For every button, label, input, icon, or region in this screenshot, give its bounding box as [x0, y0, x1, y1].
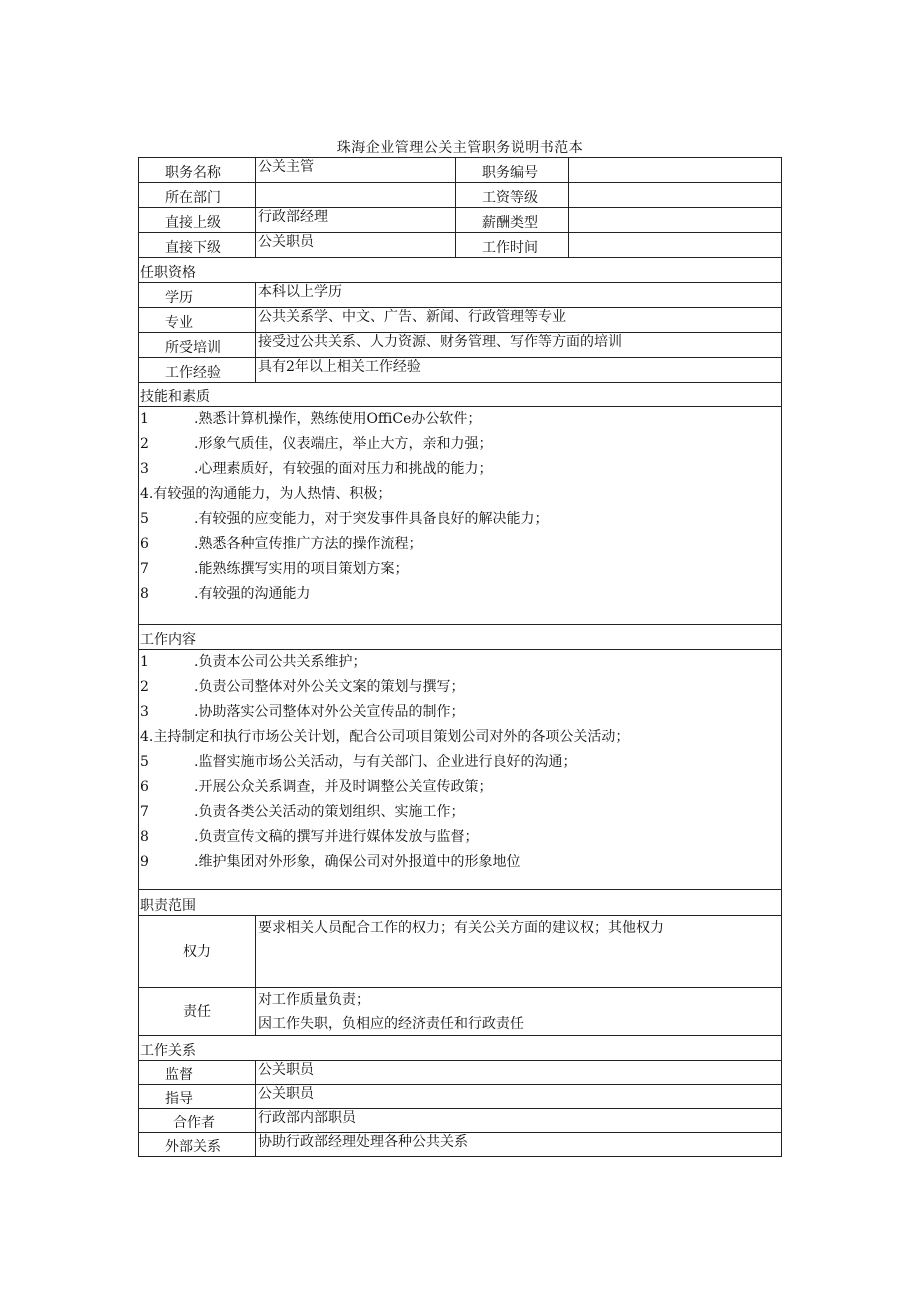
job-no-value — [569, 158, 782, 183]
item-number: 6 — [140, 536, 149, 552]
list-item — [140, 410, 781, 435]
row-major — [139, 308, 782, 333]
row-job-name — [139, 158, 782, 183]
superior-label: 直接上级 — [139, 208, 256, 233]
guide-value: 公关职员 — [256, 1085, 782, 1109]
list-item — [140, 853, 781, 878]
item-number: 4. — [140, 729, 154, 745]
list-item — [140, 485, 781, 510]
list-item — [140, 678, 781, 703]
item-text: .负责本公司公共关系维护； — [194, 654, 367, 670]
item-text: 有较强的沟通能力，为人热情、积极； — [153, 486, 392, 502]
supervise-value: 公关职员 — [256, 1061, 782, 1085]
item-number: 8 — [140, 586, 149, 602]
pay-type-value — [569, 208, 782, 233]
training-value: 接受过公共关系、人力资源、财务管理、写作等方面的培训 — [256, 333, 782, 358]
row-education — [139, 283, 782, 308]
salary-grade-value — [569, 183, 782, 208]
responsibility-value — [256, 988, 782, 1036]
skills-list — [139, 407, 782, 625]
skills-header-row — [139, 383, 782, 407]
item-text: .有较强的沟通能力 — [194, 586, 311, 602]
item-text: .维护集团对外形象，确保公司对外报道中的形象地位 — [194, 854, 521, 870]
skills-header: 技能和素质 — [139, 383, 782, 407]
row-power — [139, 916, 782, 988]
row-supervise — [139, 1061, 782, 1085]
item-text: 主持制定和执行市场公关计划，配合公司项目策划公司对外的各项公关活动； — [153, 729, 630, 745]
page-title: 珠海企业管理公关主管职务说明书范本 — [336, 140, 584, 156]
item-text: .协助落实公司整体对外公关宣传品的制作； — [194, 704, 465, 720]
experience-label: 工作经验 — [139, 358, 256, 383]
list-item — [140, 535, 781, 560]
row-experience — [139, 358, 782, 383]
qualifications-header-row — [139, 258, 782, 283]
list-item — [140, 560, 781, 585]
item-number: 2 — [140, 679, 149, 695]
item-text: .负责宣传文稿的撰写并进行媒体发放与监督； — [194, 829, 479, 845]
row-superior — [139, 208, 782, 233]
external-value: 协助行政部经理处理各种公共关系 — [256, 1133, 782, 1157]
item-text: .监督实施市场公关活动，与有关部门、企业进行良好的沟通； — [194, 754, 577, 770]
job-no-label: 职务编号 — [456, 158, 569, 183]
row-guide — [139, 1085, 782, 1109]
item-number: 4. — [140, 486, 154, 502]
skills-row — [139, 407, 782, 625]
relations-header: 工作关系 — [139, 1036, 782, 1061]
list-item — [140, 510, 781, 535]
experience-value: 具有2年以上相关工作经验 — [256, 358, 782, 383]
item-number: 3 — [140, 704, 149, 720]
item-number: 1 — [140, 411, 149, 427]
major-value: 公共关系学、中文、广告、新闻、行政管理等专业 — [256, 308, 782, 333]
guide-label: 指导 — [139, 1085, 256, 1109]
duties-header: 工作内容 — [139, 625, 782, 650]
duties-row — [139, 650, 782, 890]
list-item — [140, 803, 781, 828]
list-item — [140, 585, 781, 610]
row-external — [139, 1133, 782, 1157]
item-number: 6 — [140, 779, 149, 795]
work-time-value — [569, 233, 782, 258]
subordinate-value: 公关职员 — [256, 233, 456, 258]
training-label: 所受培训 — [139, 333, 256, 358]
cooperation-value: 行政部内部职员 — [256, 1109, 782, 1133]
subordinate-label: 直接下级 — [139, 233, 256, 258]
row-dept — [139, 183, 782, 208]
pay-type-label: 薪酬类型 — [456, 208, 569, 233]
dept-label: 所在部门 — [139, 183, 256, 208]
item-number: 7 — [140, 561, 149, 577]
item-text: .熟悉各种宣传推广方法的操作流程； — [194, 536, 423, 552]
responsibility-label: 责任 — [139, 988, 256, 1036]
job-name-value: 公关主管 — [256, 158, 456, 183]
job-description-form — [138, 157, 781, 1157]
list-item — [140, 435, 781, 460]
superior-value: 行政部经理 — [256, 208, 456, 233]
responsibility-line-1: 对工作质量负责； — [258, 992, 370, 1008]
item-text: .心理素质好，有较强的面对压力和挑战的能力； — [194, 461, 493, 477]
item-text: .能熟练撰写实用的项目策划方案； — [194, 561, 409, 577]
item-text: .熟悉计算机操作，熟练使用OffiCe办公软件； — [194, 411, 482, 427]
power-label: 权力 — [139, 916, 256, 988]
responsibility-line-2: 因工作失职，负相应的经济责任和行政责任 — [258, 1016, 524, 1032]
supervise-label: 监督 — [139, 1061, 256, 1085]
list-item — [140, 703, 781, 728]
item-text: .有较强的应变能力，对于突发事件具备良好的解决能力； — [194, 511, 549, 527]
item-text: .开展公众关系调查，并及时调整公关宣传政策； — [194, 779, 493, 795]
duties-header-row — [139, 625, 782, 650]
list-item — [140, 828, 781, 853]
duties-list — [139, 650, 782, 890]
item-text: .负责公司整体对外公关文案的策划与撰写； — [194, 679, 465, 695]
job-description-table — [138, 157, 782, 1157]
major-label: 专业 — [139, 308, 256, 333]
item-number: 7 — [140, 804, 149, 820]
item-number: 8 — [140, 829, 149, 845]
list-item — [140, 653, 781, 678]
item-number: 3 — [140, 461, 149, 477]
scope-header: 职责范围 — [139, 890, 782, 916]
power-value: 要求相关人员配合工作的权力；有关公关方面的建议权；其他权力 — [256, 916, 782, 988]
item-text: .负责各类公关活动的策划组织、实施工作； — [194, 804, 465, 820]
education-label: 学历 — [139, 283, 256, 308]
item-number: 9 — [140, 854, 149, 870]
external-label: 外部关系 — [139, 1133, 256, 1157]
list-item — [140, 753, 781, 778]
relations-header-row — [139, 1036, 782, 1061]
row-training — [139, 333, 782, 358]
job-name-label: 职务名称 — [139, 158, 256, 183]
item-text: .形象气质佳，仪表端庄，举止大方，亲和力强； — [194, 436, 493, 452]
cooperation-label: 合作者 — [139, 1109, 256, 1133]
list-item — [140, 778, 781, 803]
salary-grade-label: 工资等级 — [456, 183, 569, 208]
dept-value — [256, 183, 456, 208]
list-item — [140, 728, 781, 753]
scope-header-row — [139, 890, 782, 916]
item-number: 5 — [140, 511, 149, 527]
row-subordinate — [139, 233, 782, 258]
work-time-label: 工作时间 — [456, 233, 569, 258]
qualifications-header: 任职资格 — [139, 258, 782, 283]
row-responsibility — [139, 988, 782, 1036]
item-number: 2 — [140, 436, 149, 452]
list-item — [140, 460, 781, 485]
item-number: 5 — [140, 754, 149, 770]
row-cooperation — [139, 1109, 782, 1133]
item-number: 1 — [140, 654, 149, 670]
education-value: 本科以上学历 — [256, 283, 782, 308]
